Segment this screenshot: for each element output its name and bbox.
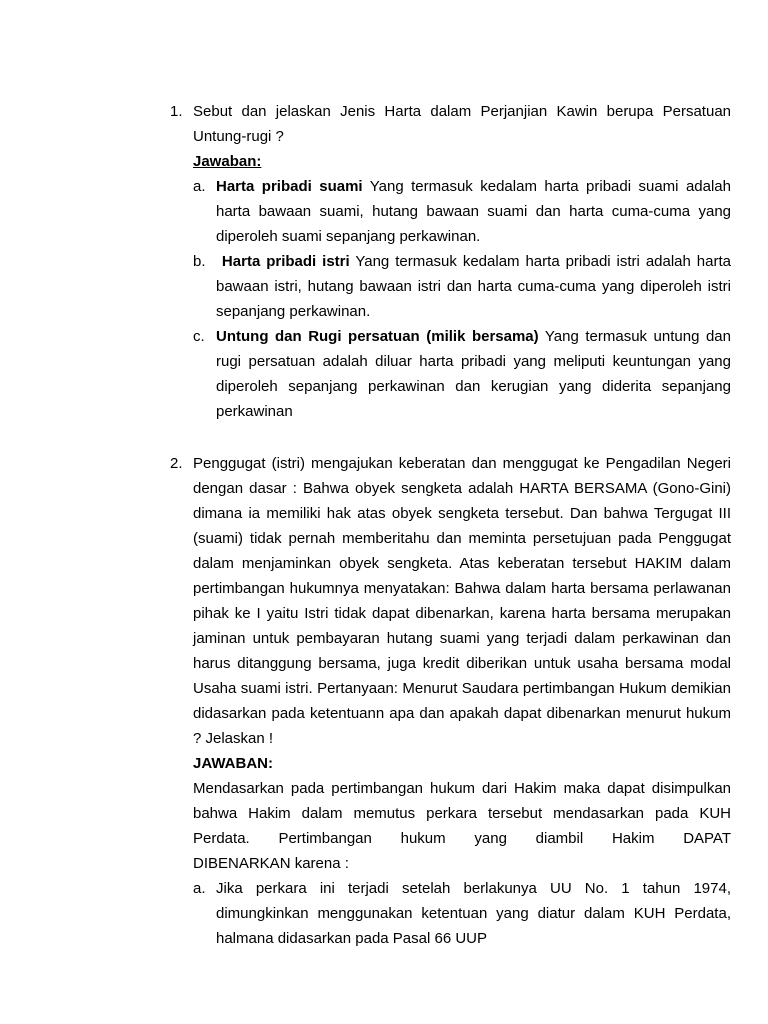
list-item <box>193 249 731 324</box>
list-item-term: Harta pribadi suami <box>216 178 363 195</box>
list-item <box>193 174 731 249</box>
answer-label: Jawaban: <box>193 153 262 170</box>
question-number: 2. <box>170 455 183 472</box>
list-item-label: a. <box>193 880 206 897</box>
list-item <box>193 324 731 424</box>
list-item-label: a. <box>193 178 206 195</box>
question-2 <box>170 451 731 951</box>
question-1 <box>170 99 731 424</box>
list-item-label: c. <box>193 328 205 345</box>
question-text: Penggugat (istri) mengajukan keberatan dan menggugat ke Pengadilan Negeri dengan dasar : Bahwa obyek sengketa adalah HARTA BERSAMA (Gono-Gini) dimana ia memiliki hak atas obyek sengketa tersebut. Dan bahwa Tergugat III (suami) tidak pernah memberitahu dan meminta persetujuan pada Penggugat dalam menjaminkan obyek sengketa. Atas keberatan tersebut HAKIM dalam pertimbangan hukumnya menyatakan: Bahwa dalam harta bersama perlawanan pihak ke I yaitu Istri tidak dapat dibenarkan, karena harta bersama merupakan jaminan untuk pembayaran hutang suami yang terjadi dalam perkawinan dan harus ditanggung bersama, juga kredit diberikan untuk usaha bersama modal Usaha suami istri. Pertanyaan: Menurut Saudara pertimbangan Hukum demikian didasarkan pada ketentuann apa dan apakah dapat dibenarkan menurut hukum ? Jelaskan ! <box>193 455 731 747</box>
list-item-text: Yang termasuk kedalam harta pribadi istri adalah harta bawaan istri, hutang bawaan istri dan harta cuma-cuma yang diperoleh istri sepanjang perkawinan. <box>216 253 731 320</box>
question-number: 1. <box>170 103 183 120</box>
answer-label: JAWABAN: <box>193 755 274 772</box>
list-item-text: Yang termasuk kedalam harta pribadi suami adalah harta bawaan suami, hutang bawaan suami dan harta cuma-cuma yang diperoleh suami sepanjang perkawinan. <box>216 178 731 245</box>
list-item-term: Harta pribadi istri <box>216 253 350 270</box>
list-item <box>193 876 731 951</box>
answer-paragraph-continued: DIBENARKAN karena : <box>193 855 349 872</box>
list-item-text: Jika perkara ini terjadi setelah berlakunya UU No. 1 tahun 1974, dimungkinkan menggunakan ketentuan yang diatur dalam KUH Perdata, halmana didasarkan pada Pasal 66 UUP <box>216 880 731 947</box>
answer-paragraph: Mendasarkan pada pertimbangan hukum dari Hakim maka dapat disimpulkan bahwa Hakim dalam memutus perkara tersebut mendasarkan pada KUH Perdata. Pertimbangan hukum yang diambil Hakim DAPAT <box>193 780 731 847</box>
list-item-label: b. <box>193 253 206 270</box>
list-item-term: Untung dan Rugi persatuan (milik bersama) <box>216 328 539 345</box>
question-text: Sebut dan jelaskan Jenis Harta dalam Perjanjian Kawin berupa Persatuan Untung-rugi ? <box>193 103 731 145</box>
list-item-text: Yang termasuk untung dan rugi persatuan adalah diluar harta pribadi yang meliputi keuntungan yang diperoleh sepanjang perkawinan dan kerugian yang diderita sepanjang perkawinan <box>216 328 731 420</box>
